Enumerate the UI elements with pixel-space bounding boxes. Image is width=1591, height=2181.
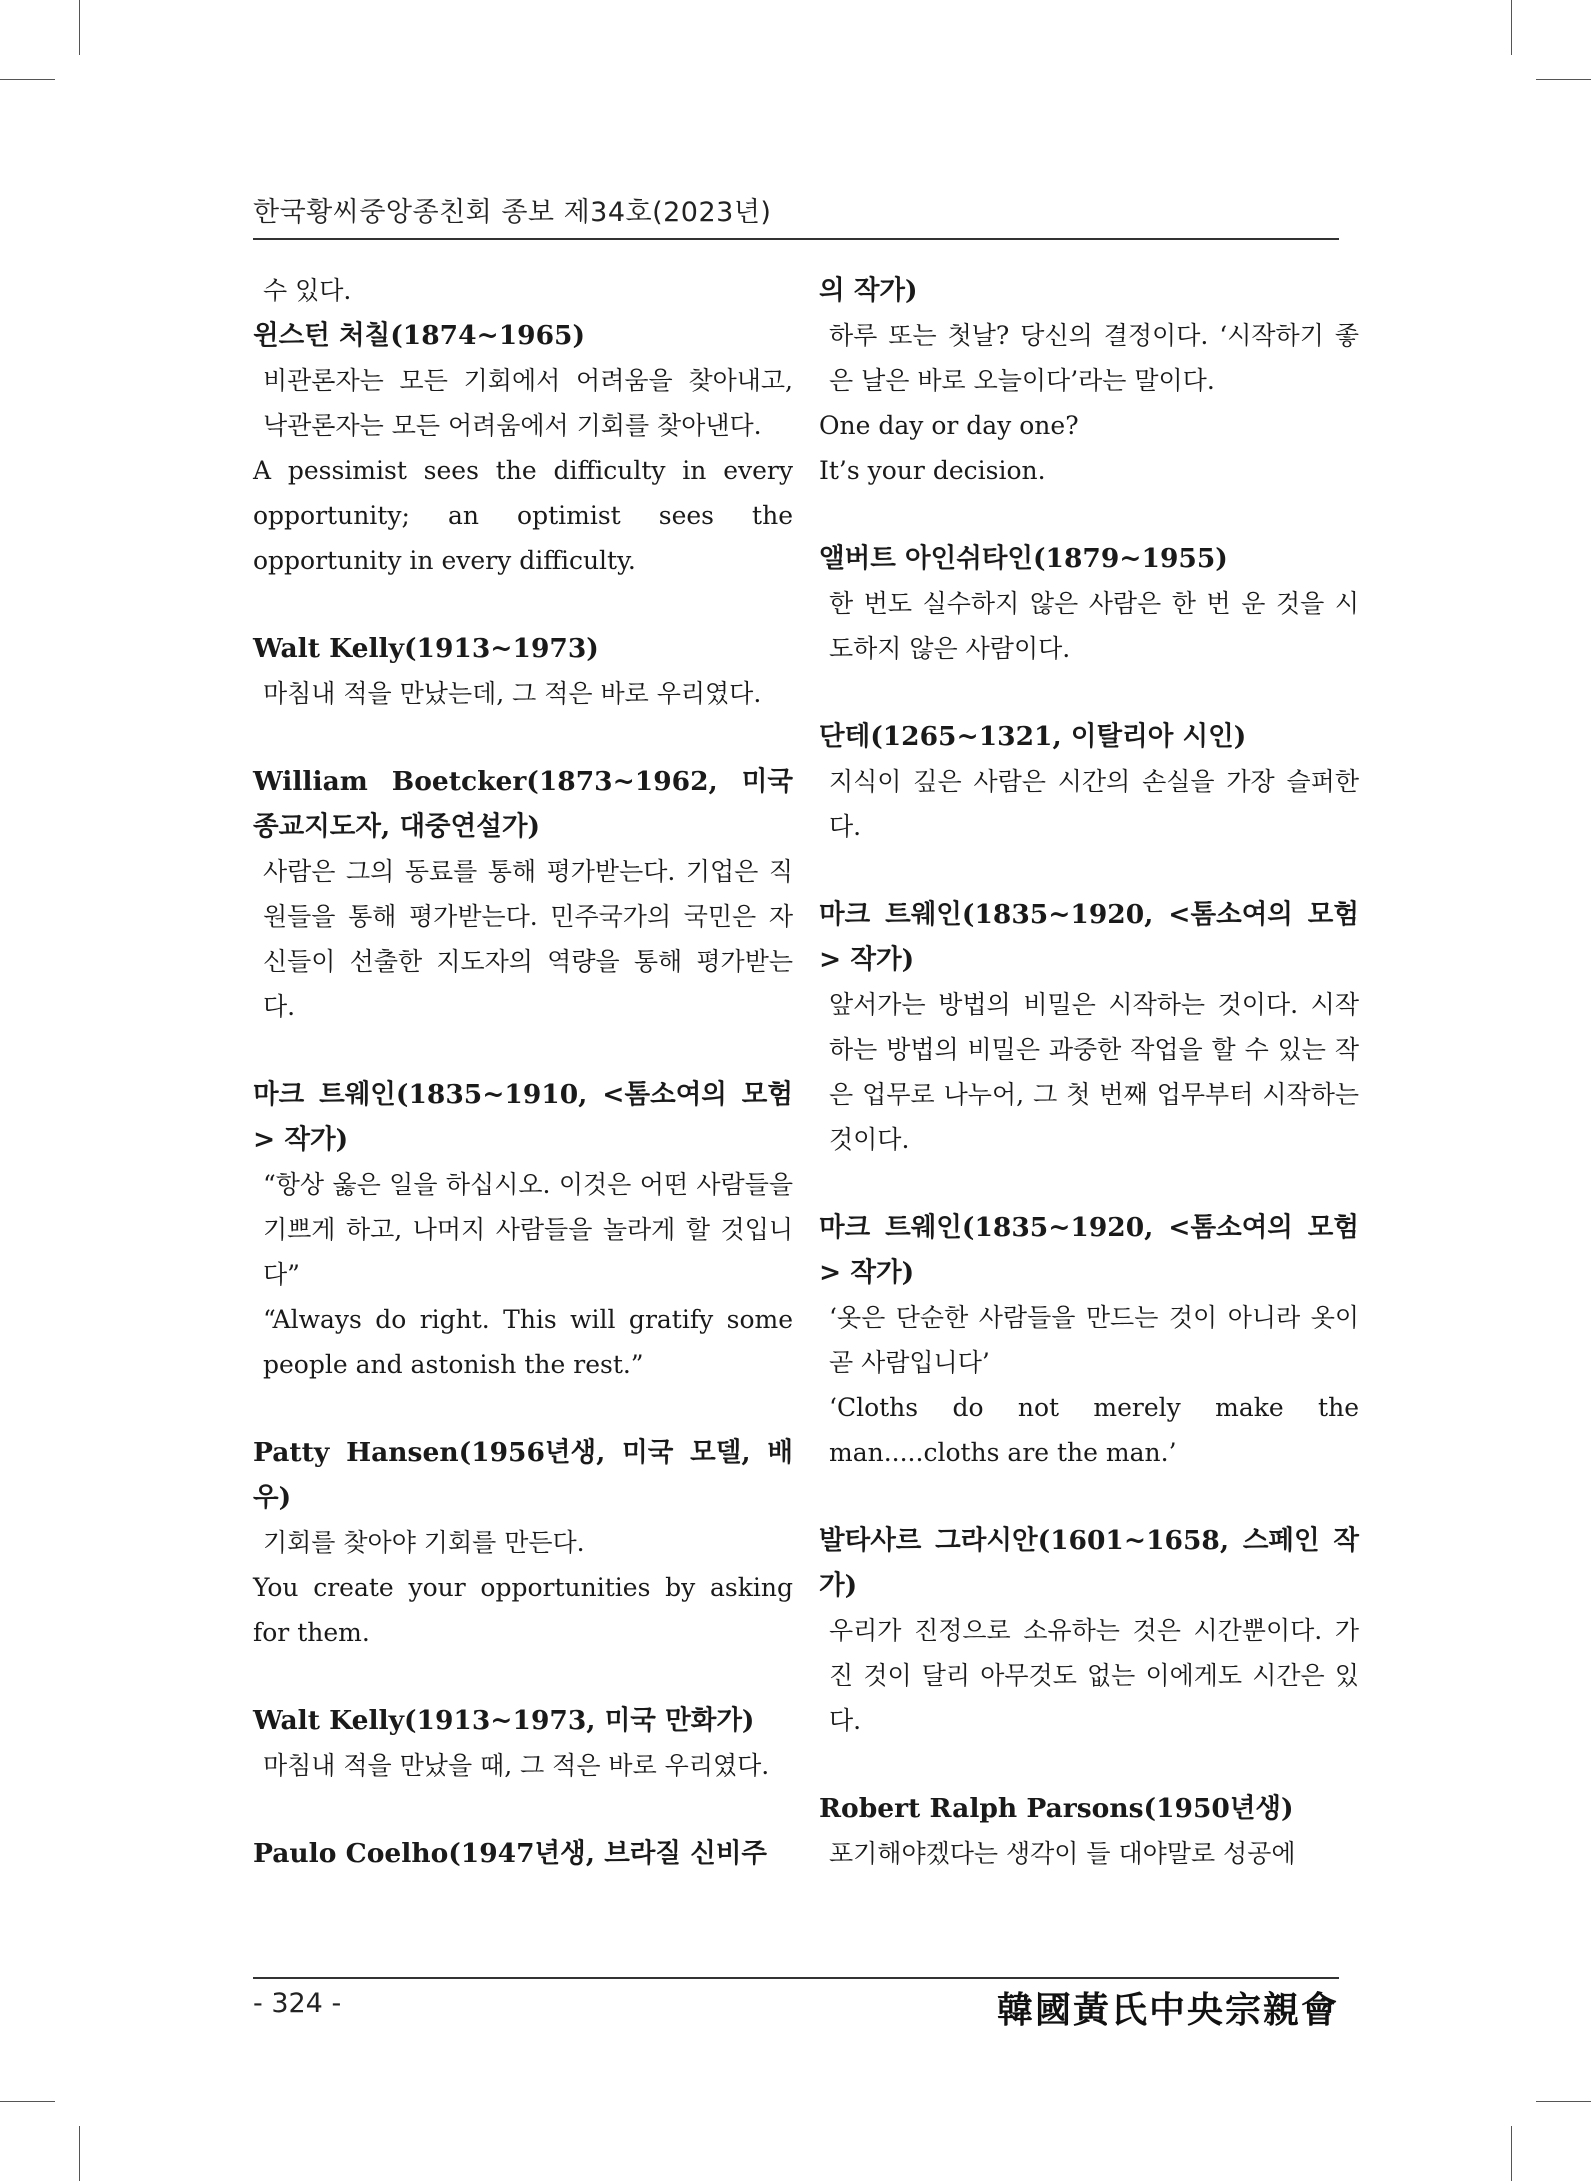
paragraph-gap <box>819 493 1359 536</box>
quote-author-heading: 마크 트웨인(1835~1920, <톰소여의 모험> 작가) <box>819 899 1359 975</box>
header-rule <box>253 238 1339 240</box>
quote-text: 마침내 적을 만났을 때, 그 적은 바로 우리였다. <box>263 1751 770 1780</box>
quote-text: 앞서가는 방법의 비밀은 시작하는 것이다. 시작하는 방법의 비밀은 과중한 작업을 할 수 있는 작은 업무로 나누어, 그 첫 번째 업무부터 시작하는 것이다. <box>829 990 1359 1154</box>
quote-text: 사람은 그의 동료를 통해 평가받는다. 기업은 직원들을 통해 평가받는다. 민주국가의 국민은 자신들이 선출한 지도자의 역량을 통해 평가받는다. <box>263 857 793 1021</box>
quote-author-heading: 앨버트 아인쉬타인(1879~1955) <box>819 543 1228 574</box>
paragraph-gap <box>819 1743 1359 1786</box>
quote-text: ‘Cloths do not merely make the man.....cloths are the man.’ <box>829 1393 1359 1467</box>
quote-text: 포기해야겠다는 생각이 들 대야말로 성공에 <box>829 1839 1296 1868</box>
quote-author-heading: 마크 트웨인(1835~1920, <톰소여의 모험> 작가) <box>819 1212 1359 1288</box>
paragraph-gap <box>253 1655 793 1698</box>
running-header: 한국황씨중앙종친회 종보 제34호(2023년) <box>253 197 772 228</box>
paragraph-gap <box>253 1029 793 1072</box>
crop-mark <box>1511 0 1512 55</box>
quote-text: 비관론자는 모든 기회에서 어려움을 찾아내고, 낙관론자는 모든 어려움에서 기회를 찾아낸다. <box>263 366 793 440</box>
quote-author-heading: Patty Hansen(1956년생, 미국 모델, 배우) <box>253 1437 793 1513</box>
crop-mark <box>0 79 55 80</box>
right-column <box>819 268 1359 1876</box>
paragraph-gap <box>819 849 1359 892</box>
paragraph-gap <box>819 671 1359 714</box>
quote-author-heading: Robert Ralph Parsons(1950년생) <box>819 1793 1294 1824</box>
paragraph-gap <box>253 716 793 759</box>
quote-author-heading: Walt Kelly(1913~1973, 미국 만화가) <box>253 1705 755 1736</box>
quote-english-text: It’s your decision. <box>819 456 1046 485</box>
crop-mark <box>1536 2101 1591 2102</box>
paragraph-gap <box>253 583 793 626</box>
page-number: - 324 - <box>253 1988 342 2019</box>
crop-mark <box>1536 79 1591 80</box>
quote-text: 우리가 진정으로 소유하는 것은 시간뿐이다. 가진 것이 달리 아무것도 없는 이에게도 시간은 있다. <box>829 1616 1359 1735</box>
quote-text: “항상 옳은 일을 하십시오. 이것은 어떤 사람들을 기쁘게 하고, 나머지 사람들을 놀라게 할 것입니다” <box>263 1170 793 1289</box>
quote-text: 하루 또는 첫날? 당신의 결정이다. ‘시작하기 좋은 날은 바로 오늘이다’라는 말이다. <box>829 321 1359 395</box>
quote-author-heading: 발타사르 그라시안(1601~1658, 스페인 작가) <box>819 1525 1359 1601</box>
quote-text: 수 있다. <box>263 276 352 305</box>
crop-mark <box>79 2126 80 2181</box>
quote-text: “Always do right. This will gratify some people and astonish the rest.” <box>263 1305 793 1379</box>
quote-author-heading: 단테(1265~1321, 이탈리아 시인) <box>819 721 1247 752</box>
crop-mark <box>0 2101 55 2102</box>
crop-mark <box>79 0 80 55</box>
paragraph-gap <box>819 1162 1359 1205</box>
paragraph-gap <box>253 1387 793 1430</box>
crop-mark <box>1511 2126 1512 2181</box>
quote-text: ‘옷은 단순한 사람들을 만드는 것이 아니라 옷이 곧 사람입니다’ <box>829 1303 1359 1377</box>
quote-author-heading: Walt Kelly(1913~1973) <box>253 633 599 664</box>
left-column <box>253 268 793 1876</box>
quote-english-text: One day or day one? <box>819 411 1079 440</box>
quote-text: 마침내 적을 만났는데, 그 적은 바로 우리였다. <box>263 679 762 708</box>
quote-text: 기회를 찾아야 기회를 만든다. <box>263 1528 585 1557</box>
quote-author-heading: 마크 트웨인(1835~1910, <톰소여의 모험> 작가) <box>253 1079 793 1155</box>
quote-author-heading: Paulo Coelho(1947년생, 브라질 신비주 <box>253 1838 768 1869</box>
paragraph-gap <box>253 1788 793 1831</box>
paragraph-gap <box>819 1475 1359 1518</box>
quote-author-heading: William Boetcker(1873~1962, 미국 종교지도자, 대중연설가) <box>253 766 793 842</box>
footer-rule <box>253 1977 1339 1979</box>
quote-text: 한 번도 실수하지 않은 사람은 한 번 운 것을 시도하지 않은 사람이다. <box>829 589 1359 663</box>
quote-author-heading: 윈스턴 처칠(1874~1965) <box>253 320 586 351</box>
quote-english-text: A pessimist sees the difficulty in every opportunity; an optimist sees the opportunity in every difficulty. <box>253 456 793 575</box>
quote-author-heading: 의 작가) <box>819 275 918 306</box>
quote-english-text: You create your opportunities by asking for them. <box>253 1573 793 1647</box>
org-logo: 韓國黃氏中央宗親會 <box>996 1989 1339 2031</box>
quote-text: 지식이 깊은 사람은 시간의 손실을 가장 슬퍼한다. <box>829 767 1359 841</box>
